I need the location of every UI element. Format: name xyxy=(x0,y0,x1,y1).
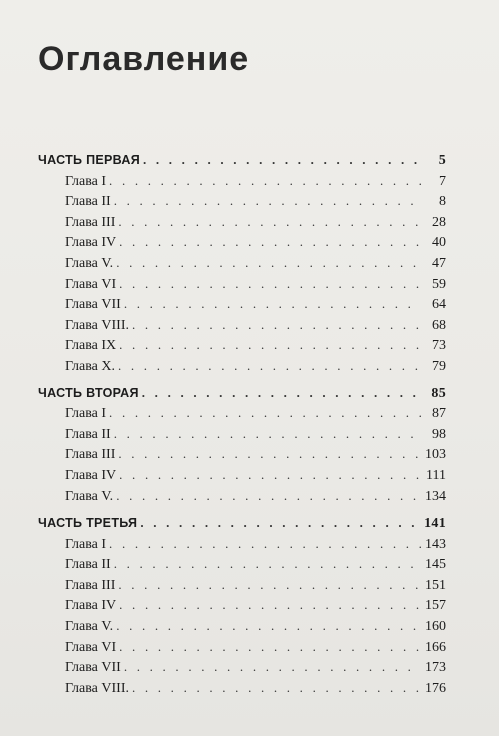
page-number: 28 xyxy=(432,214,446,230)
leader-dots xyxy=(119,465,421,486)
leader-dots xyxy=(116,253,421,274)
chapter-label: Глава V. xyxy=(65,488,114,504)
leader-dots xyxy=(119,595,421,616)
leader-dots xyxy=(124,657,421,678)
leader-dots xyxy=(114,424,421,445)
page-number: 145 xyxy=(425,557,446,573)
toc-chapter[interactable] xyxy=(38,465,446,486)
toc-chapter[interactable] xyxy=(38,424,446,445)
toc-chapter[interactable] xyxy=(38,191,446,212)
chapter-label: Глава IV xyxy=(65,235,117,251)
page-number: 79 xyxy=(432,358,446,374)
page-number: 176 xyxy=(425,680,446,696)
leader-dots xyxy=(109,403,421,424)
chapter-label: Глава IV xyxy=(65,467,117,483)
toc-chapter[interactable] xyxy=(38,444,446,465)
chapter-label: Глава IV xyxy=(65,598,117,614)
toc-chapter[interactable] xyxy=(38,274,446,295)
leader-dots xyxy=(118,356,421,377)
page-number: 47 xyxy=(432,255,446,271)
page-number: 173 xyxy=(425,660,446,676)
toc-chapter[interactable] xyxy=(38,356,446,377)
page-number: 59 xyxy=(432,276,446,292)
toc-chapter[interactable] xyxy=(38,212,446,233)
toc-part-heading[interactable] xyxy=(38,150,446,171)
chapter-label: Глава VIII. xyxy=(65,317,129,333)
chapter-label: Глава I xyxy=(65,406,107,422)
toc-chapter[interactable] xyxy=(38,253,446,274)
page-number: 166 xyxy=(425,639,446,655)
toc-chapter[interactable] xyxy=(38,616,446,637)
leader-dots xyxy=(143,150,421,171)
toc-part-heading[interactable] xyxy=(38,383,446,404)
leader-dots xyxy=(109,534,421,555)
page-title: Оглавление xyxy=(38,40,250,78)
toc-chapter[interactable] xyxy=(38,575,446,596)
chapter-label: Глава X. xyxy=(65,358,115,374)
leader-dots xyxy=(132,678,421,699)
page-number: 7 xyxy=(439,173,446,189)
leader-dots xyxy=(124,294,421,315)
page-number: 5 xyxy=(438,153,446,168)
page-number: 157 xyxy=(425,598,446,614)
toc-chapter[interactable] xyxy=(38,637,446,658)
page-number: 87 xyxy=(432,406,446,422)
page-number: 40 xyxy=(432,235,446,251)
leader-dots xyxy=(118,444,421,465)
page-number: 103 xyxy=(425,447,446,463)
toc-chapter[interactable] xyxy=(38,534,446,555)
chapter-label: Глава I xyxy=(65,536,107,552)
page-number: 111 xyxy=(426,467,446,483)
chapter-label: Глава III xyxy=(65,214,116,230)
page-number: 160 xyxy=(425,619,446,635)
leader-dots xyxy=(114,554,421,575)
chapter-label: Глава III xyxy=(65,447,116,463)
page-number: 141 xyxy=(424,516,446,532)
chapter-label: Глава VII xyxy=(65,297,121,313)
toc-part-heading[interactable] xyxy=(38,513,446,534)
page-number: 98 xyxy=(432,426,446,442)
toc-chapter[interactable] xyxy=(38,486,446,507)
toc-chapter[interactable] xyxy=(38,554,446,575)
toc-part-1 xyxy=(38,150,446,377)
chapter-label: Глава II xyxy=(65,557,111,573)
page-number: 151 xyxy=(425,577,446,593)
leader-dots xyxy=(142,383,421,404)
leader-dots xyxy=(119,274,421,295)
page-number: 134 xyxy=(425,488,446,504)
chapter-label: Глава IX xyxy=(65,338,117,354)
chapter-label: Глава VII xyxy=(65,660,121,676)
page-number: 85 xyxy=(431,385,446,401)
part-label: ЧАСТЬ ВТОРАЯ xyxy=(38,385,139,400)
page-number: 143 xyxy=(425,536,446,552)
page-number: 8 xyxy=(439,194,446,210)
page-number: 64 xyxy=(432,297,446,313)
toc-chapter[interactable] xyxy=(38,678,446,699)
chapter-label: Глава V. xyxy=(65,255,114,271)
toc-part-3 xyxy=(38,513,446,698)
chapter-label: Глава VIII. xyxy=(65,680,129,696)
toc-chapter[interactable] xyxy=(38,232,446,253)
leader-dots xyxy=(119,335,421,356)
page-number: 68 xyxy=(432,317,446,333)
chapter-label: Глава II xyxy=(65,426,111,442)
chapter-label: Глава VI xyxy=(65,276,117,292)
leader-dots xyxy=(119,232,421,253)
section-spacer xyxy=(38,506,446,513)
toc-chapter[interactable] xyxy=(38,657,446,678)
page-number: 73 xyxy=(432,338,446,354)
toc-chapter[interactable] xyxy=(38,403,446,424)
chapter-label: Глава V. xyxy=(65,619,114,635)
part-label: ЧАСТЬ ПЕРВАЯ xyxy=(38,153,140,167)
chapter-label: Глава I xyxy=(65,173,107,189)
chapter-label: Глава III xyxy=(65,577,116,593)
leader-dots xyxy=(109,171,421,192)
leader-dots xyxy=(140,513,421,534)
leader-dots xyxy=(116,486,421,507)
chapter-label: Глава VI xyxy=(65,639,117,655)
leader-dots xyxy=(132,315,421,336)
leader-dots xyxy=(118,212,421,233)
chapter-label: Глава II xyxy=(65,194,111,210)
part-label: ЧАСТЬ ТРЕТЬЯ xyxy=(38,516,138,531)
toc-chapter[interactable] xyxy=(38,294,446,315)
leader-dots xyxy=(118,575,421,596)
toc-chapter[interactable] xyxy=(38,315,446,336)
toc-chapter[interactable] xyxy=(38,171,446,192)
toc-chapter[interactable] xyxy=(38,335,446,356)
table-of-contents xyxy=(38,150,446,698)
leader-dots xyxy=(116,616,421,637)
leader-dots xyxy=(114,191,421,212)
toc-part-2 xyxy=(38,383,446,507)
leader-dots xyxy=(119,637,421,658)
toc-chapter[interactable] xyxy=(38,595,446,616)
